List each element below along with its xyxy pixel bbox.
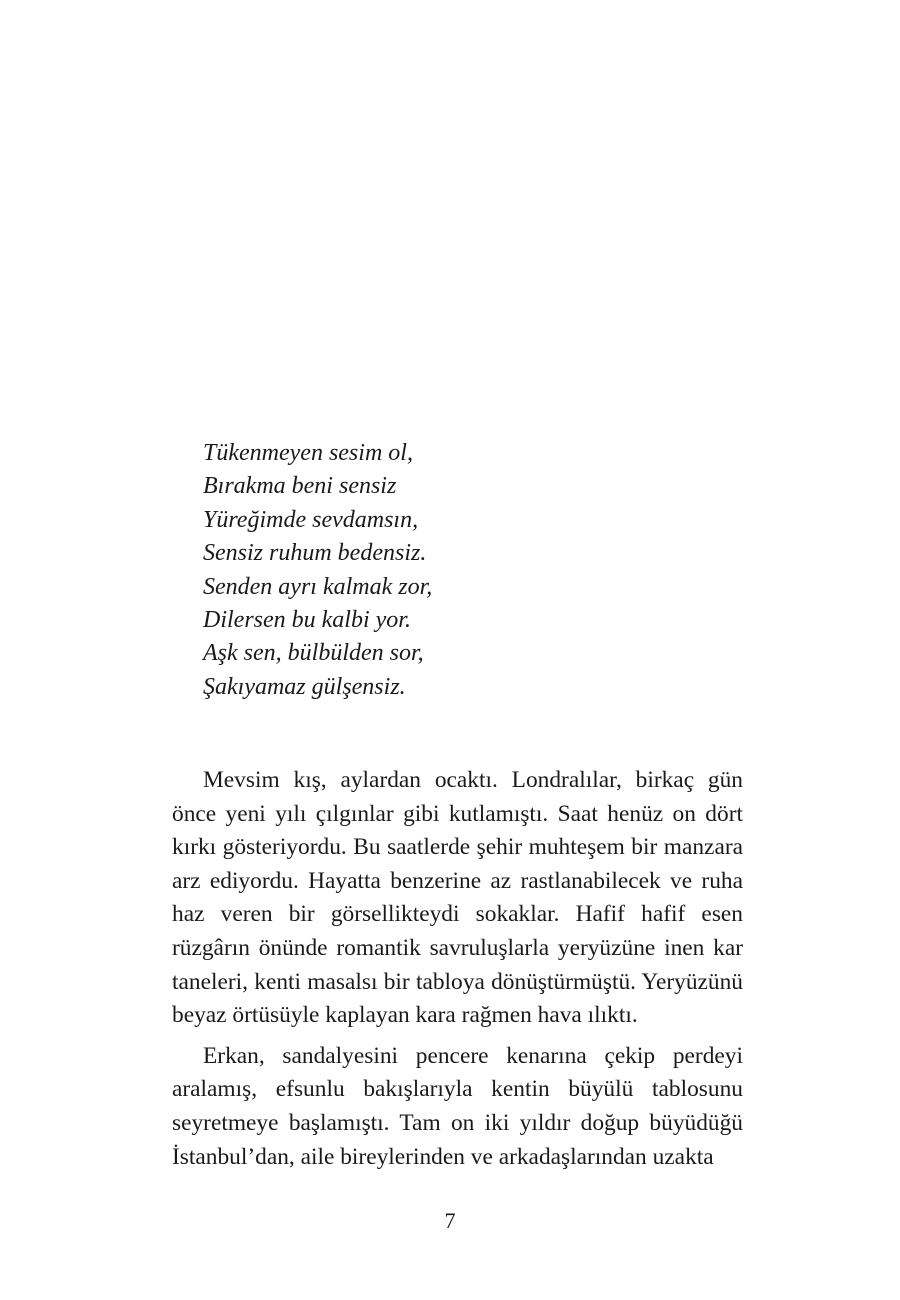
poem-line: Aşk sen, bülbülden sor, bbox=[203, 640, 424, 667]
poem-line: Bırakma beni sensiz bbox=[203, 473, 397, 500]
prose-body bbox=[172, 764, 743, 1174]
poem-line: Şakıyamaz gülşensiz. bbox=[203, 673, 406, 700]
poem-line: Senden ayrı kalmak zor, bbox=[203, 573, 433, 600]
poem-line: Sensiz ruhum bedensiz. bbox=[203, 540, 427, 567]
prose-paragraph: Mevsim kış, aylardan ocaktı. Londralılar, birkaç gün önce yeni yılı çılgınlar gibi kutlamıştı. Saat henüz on dört kırkı gösteriyordu. Bu saatlerde şehir muhteşem bir manzara arz ediyordu. Hayatta benzerine az rastlanabilecek ve ruha haz veren bir görsellikteydi sokaklar. Hafif hafif esen rüzgârın önünde romantik savruluşlarla yeryüzüne inen kar taneleri, kenti masalsı bir tabloya dönüştürmüştü. Yeryüzünü beyaz örtüsüyle kaplayan kara rağmen hava ılıktı. bbox=[172, 767, 743, 1029]
poem-stanza bbox=[203, 437, 723, 704]
poem-line: Dilersen bu kalbi yor. bbox=[203, 607, 411, 634]
poem-line: Yüreğimde sevdamsın, bbox=[203, 506, 419, 533]
page-number: 7 bbox=[444, 1208, 456, 1233]
poem-line: Tükenmeyen sesim ol, bbox=[203, 440, 413, 466]
prose-paragraph: Erkan, sandalyesini pencere kenarına çekip perdeyi aralamış, efsunlu bakışlarıyla kentin büyülü tablosunu seyretmeye başlamıştı. Tam on iki yıldır doğup büyüdüğü İstanbul’dan, aile bireylerinden ve arkadaşlarından uzakta bbox=[172, 1042, 743, 1170]
